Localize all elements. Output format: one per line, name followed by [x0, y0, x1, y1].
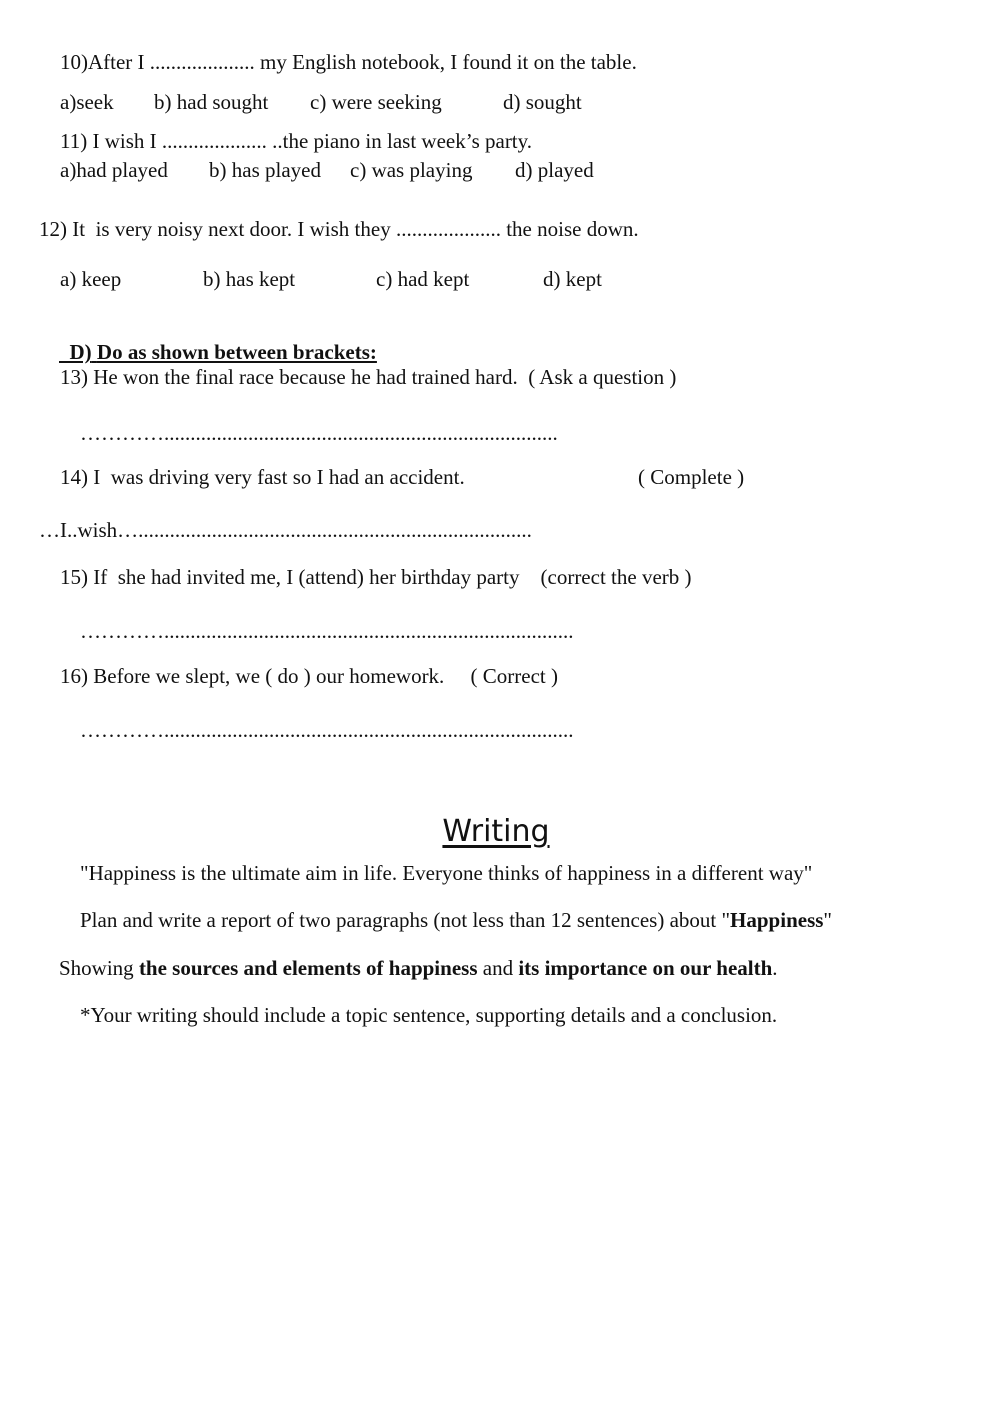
- writing-task-post: ": [823, 908, 832, 932]
- writing-task-topic: Happiness: [730, 908, 824, 932]
- writing-showing-2: and: [477, 956, 519, 980]
- question-12-option-d[interactable]: d) kept: [543, 267, 602, 291]
- task-16-text: 16) Before we slept, we ( do ) our homework. ( Correct ): [60, 664, 559, 688]
- task-15-text: 15) If she had invited me, I (attend) her birthday party (correct the verb ): [60, 565, 692, 589]
- section-d-letter: D): [69, 340, 92, 364]
- task-15-answer-line[interactable]: …………..............................................................................: [80, 619, 574, 643]
- writing-showing: [59, 958, 778, 979]
- question-10-option-a[interactable]: a)seek: [60, 90, 114, 114]
- task-13-text: 13) He won the final race because he had trained hard. ( Ask a question ): [60, 365, 677, 389]
- writing-showing-1: Showing: [59, 956, 139, 980]
- question-10-option-c[interactable]: c) were seeking: [310, 90, 442, 114]
- question-11-stem: 11) I wish I .................... ..the piano in last week’s party.: [60, 129, 533, 153]
- question-12-option-b[interactable]: b) has kept: [203, 267, 296, 291]
- task-14-answer-line[interactable]: …I..wish…...........................................................................: [39, 518, 532, 542]
- section-d-title: Do as shown between brackets:: [96, 340, 377, 364]
- question-11-option-a[interactable]: a)had played: [60, 158, 168, 182]
- writing-showing-bold-2: its importance on our health: [518, 956, 773, 980]
- question-12-option-c[interactable]: c) had kept: [376, 267, 470, 291]
- writing-task: [80, 910, 832, 931]
- section-d-heading: [59, 321, 377, 363]
- task-13-answer-line[interactable]: …………...........................................................................: [80, 421, 558, 445]
- writing-title: Writing: [442, 814, 550, 849]
- question-11-option-c[interactable]: c) was playing: [350, 158, 473, 182]
- task-16-answer-line[interactable]: …………..............................................................................: [80, 718, 574, 742]
- writing-showing-3: .: [772, 956, 778, 980]
- question-10-stem: 10)After I .................... my English notebook, I found it on the table.: [60, 50, 637, 74]
- task-14-instruction: ( Complete ): [638, 465, 745, 489]
- writing-quote: "Happiness is the ultimate aim in life. Everyone thinks of happiness in a different way": [80, 861, 813, 885]
- question-11-option-b[interactable]: b) has played: [209, 158, 321, 182]
- writing-note: *Your writing should include a topic sentence, supporting details and a conclusion.: [80, 1003, 778, 1027]
- question-10-option-d[interactable]: d) sought: [503, 90, 582, 114]
- question-12-stem: 12) It is very noisy next door. I wish they .................... the noise down.: [39, 217, 639, 241]
- writing-task-pre: Plan and write a report of two paragraphs (not less than 12 sentences) about ": [80, 908, 731, 932]
- question-11-option-d[interactable]: d) played: [515, 158, 594, 182]
- task-14-text: 14) I was driving very fast so I had an accident.: [60, 465, 465, 489]
- writing-showing-bold-1: the sources and elements of happiness: [138, 956, 478, 980]
- question-10-option-b[interactable]: b) had sought: [154, 90, 269, 114]
- question-12-option-a[interactable]: a) keep: [60, 267, 122, 291]
